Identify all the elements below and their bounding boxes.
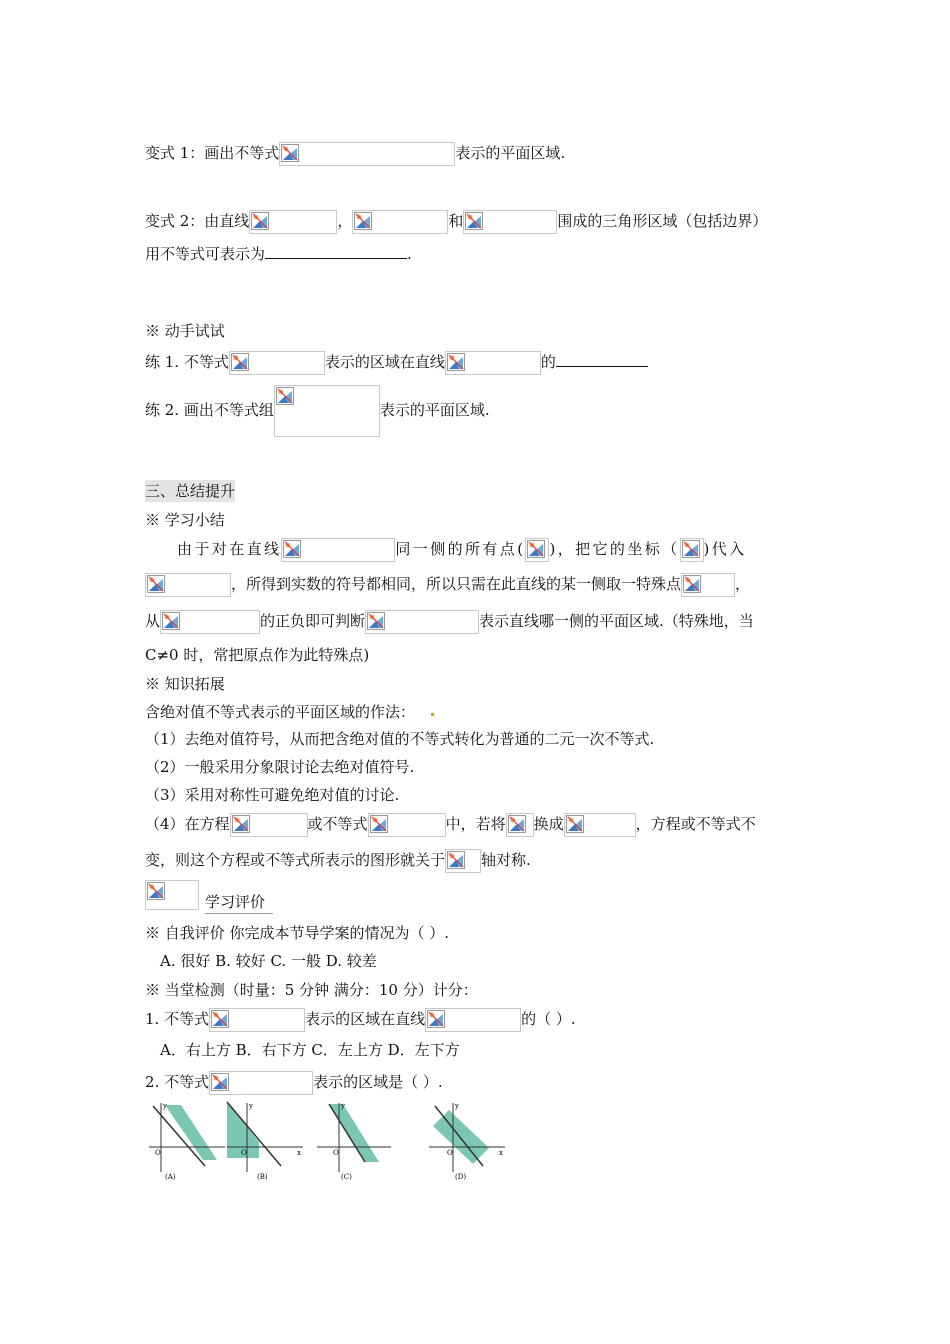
q1-text: 的（ ）. bbox=[521, 1010, 576, 1028]
broken-image-icon bbox=[427, 1010, 445, 1028]
region-a bbox=[165, 1105, 217, 1160]
broken-image-icon bbox=[508, 815, 526, 833]
formula-image bbox=[274, 385, 380, 437]
summary-text: 表示直线哪一侧的平面区域.（特殊地，当 bbox=[479, 612, 754, 630]
bianshi1-suffix: 表示的平面区域. bbox=[455, 144, 566, 162]
formula-image bbox=[160, 610, 260, 634]
lian2-prefix: 练 2. 画出不等式组 bbox=[145, 401, 274, 419]
bianshi2-period: . bbox=[407, 245, 412, 263]
abs-text: 轴对称. bbox=[481, 851, 531, 869]
summary-text: 的正负即可判断 bbox=[260, 612, 366, 630]
formula-image bbox=[425, 1008, 521, 1032]
zhishi-heading: ※ 知识拓展 bbox=[145, 675, 225, 693]
abs-text: 变，则这个方程或不等式所表示的图形就关于 bbox=[145, 851, 446, 869]
lian2-line bbox=[145, 385, 490, 437]
q2-line bbox=[145, 1071, 443, 1095]
formula-image bbox=[352, 210, 448, 234]
formula-image bbox=[279, 142, 455, 166]
abs-p2: （2）一般采用分象限讨论去绝对值符号. bbox=[145, 758, 415, 776]
lian1-mid: 表示的区域在直线 bbox=[324, 353, 445, 371]
q2-text: 2. 不等式 bbox=[145, 1073, 210, 1091]
q1-options: A．右上方 B．右下方 C．左上方 D．左下方 bbox=[160, 1041, 460, 1059]
ziwo-line: ※ 自我评价 你完成本节导学案的情况为（ ）. bbox=[145, 924, 450, 942]
formula-image bbox=[681, 573, 735, 597]
broken-image-icon bbox=[367, 612, 385, 630]
formula-image bbox=[445, 351, 541, 375]
broken-image-icon bbox=[281, 144, 299, 162]
formula-image bbox=[209, 1008, 305, 1032]
graph-label: (B) bbox=[257, 1173, 268, 1181]
origin-label: O bbox=[241, 1149, 247, 1157]
formula-image bbox=[209, 1071, 313, 1095]
lian1-line bbox=[145, 351, 648, 375]
abs-p3: （3）采用对称性可避免绝对值的讨论. bbox=[145, 786, 400, 804]
origin-label: O bbox=[155, 1149, 161, 1157]
broken-image-icon bbox=[147, 575, 165, 593]
summary-text: 从 bbox=[145, 612, 161, 630]
formula-image bbox=[281, 538, 395, 562]
dangtang-line: ※ 当堂检测（时量：5 分钟 满分：10 分）计分： bbox=[145, 981, 478, 999]
evaluation-title: 学习评价 bbox=[205, 891, 273, 914]
graph-label: (A) bbox=[165, 1173, 176, 1181]
bianshi2-suffix: 围成的三角形区域（包括边界） bbox=[557, 212, 768, 230]
summary-line4: C≠0 时，常把原点作为此特殊点) bbox=[145, 646, 370, 664]
summary-line3 bbox=[145, 610, 754, 634]
region-d bbox=[433, 1110, 489, 1164]
xuexi-heading: ※ 学习小结 bbox=[145, 511, 225, 529]
answer-blank bbox=[265, 258, 407, 259]
y-label: y bbox=[341, 1102, 345, 1110]
abs-p5 bbox=[145, 849, 531, 873]
broken-image-icon bbox=[682, 540, 700, 558]
y-label: y bbox=[249, 1102, 253, 1110]
broken-image-icon bbox=[211, 1010, 229, 1028]
lian1-suffix: 的 bbox=[540, 353, 556, 371]
abs-text: 换成 bbox=[533, 815, 564, 833]
bianshi1-line bbox=[145, 142, 565, 166]
bianshi2-sep2: 和 bbox=[448, 212, 464, 230]
lian1-prefix: 练 1. 不等式 bbox=[145, 353, 229, 371]
q2-text: 表示的区域是（ ）. bbox=[313, 1073, 443, 1091]
answer-blank bbox=[556, 366, 648, 367]
graph-d bbox=[425, 1100, 517, 1182]
bianshi2-sep1: ， bbox=[337, 212, 353, 230]
bianshi2-line bbox=[145, 210, 767, 234]
q1-text: 1. 不等式 bbox=[145, 1010, 210, 1028]
origin-label: O bbox=[447, 1149, 453, 1157]
bianshi2-line2 bbox=[145, 243, 412, 265]
broken-image-icon bbox=[251, 212, 269, 230]
section3-heading: 三、总结提升 bbox=[145, 482, 236, 500]
broken-image-icon bbox=[370, 815, 388, 833]
broken-image-icon bbox=[231, 353, 249, 371]
broken-image-icon bbox=[162, 612, 180, 630]
broken-image-icon bbox=[276, 387, 294, 405]
broken-image-icon bbox=[354, 212, 372, 230]
graph-b bbox=[223, 1100, 315, 1182]
broken-image-icon bbox=[465, 212, 483, 230]
y-label: y bbox=[455, 1102, 459, 1110]
formula-image bbox=[463, 210, 557, 234]
summary-text: 由于对在直线 bbox=[177, 540, 282, 558]
broken-image-icon bbox=[447, 851, 465, 869]
formula-image bbox=[229, 351, 325, 375]
broken-image-icon bbox=[147, 882, 165, 900]
abs-text: 中，若将 bbox=[445, 815, 506, 833]
formula-image bbox=[445, 849, 481, 873]
abs-text: 或不等式 bbox=[307, 815, 368, 833]
stray-mark bbox=[431, 713, 434, 716]
abs-p4 bbox=[145, 813, 756, 837]
header-image bbox=[145, 880, 199, 910]
formula-image bbox=[249, 210, 337, 234]
evaluation-line bbox=[145, 880, 273, 910]
formula-image bbox=[145, 573, 231, 597]
abs-intro: 含绝对值不等式表示的平面区域的作法： bbox=[145, 703, 416, 721]
summary-text: ， bbox=[735, 575, 751, 593]
bianshi2-prefix: 变式 2：由直线 bbox=[145, 212, 250, 230]
formula-image bbox=[680, 538, 704, 562]
broken-image-icon bbox=[566, 815, 584, 833]
bianshi1-prefix: 变式 1：画出不等式 bbox=[145, 144, 280, 162]
formula-image bbox=[230, 813, 308, 837]
broken-image-icon bbox=[283, 540, 301, 558]
graph-label: (D) bbox=[455, 1173, 467, 1181]
formula-image bbox=[368, 813, 446, 837]
abs-text: （4）在方程 bbox=[145, 815, 230, 833]
summary-line1 bbox=[177, 538, 747, 562]
formula-image bbox=[525, 538, 549, 562]
lian2-suffix: 表示的平面区域. bbox=[379, 401, 490, 419]
broken-image-icon bbox=[447, 353, 465, 371]
abs-text: ，方程或不等式不 bbox=[635, 815, 756, 833]
origin-label: O bbox=[333, 1149, 339, 1157]
broken-image-icon bbox=[683, 575, 701, 593]
q1-text: 表示的区域在直线 bbox=[305, 1010, 426, 1028]
bianshi2-line2-text: 用不等式可表示为 bbox=[145, 245, 266, 263]
formula-image bbox=[506, 813, 534, 837]
broken-image-icon bbox=[211, 1073, 229, 1091]
summary-text: )，把它的坐标（ bbox=[549, 540, 680, 558]
graph-c bbox=[313, 1100, 405, 1182]
graph-label: (C) bbox=[341, 1173, 352, 1181]
summary-line2 bbox=[145, 573, 750, 597]
abs-p1: （1）去绝对值符号，从而把含绝对值的不等式转化为普通的二元一次不等式. bbox=[145, 730, 655, 748]
summary-text: )代入 bbox=[703, 540, 747, 558]
broken-image-icon bbox=[232, 815, 250, 833]
formula-image bbox=[564, 813, 636, 837]
broken-image-icon bbox=[527, 540, 545, 558]
summary-text: ，所得到实数的符号都相同，所以只需在此直线的某一侧取一特殊点 bbox=[231, 575, 682, 593]
summary-text: 同一侧的所有点( bbox=[395, 540, 526, 558]
formula-image bbox=[365, 610, 479, 634]
x-label: x bbox=[297, 1149, 301, 1157]
ziwo-options: A. 很好 B. 较好 C. 一般 D. 较差 bbox=[160, 952, 377, 970]
dongshou-heading: ※ 动手试试 bbox=[145, 322, 225, 340]
y-label: y bbox=[163, 1102, 167, 1110]
x-label: x bbox=[499, 1149, 503, 1157]
q1-line bbox=[145, 1008, 576, 1032]
